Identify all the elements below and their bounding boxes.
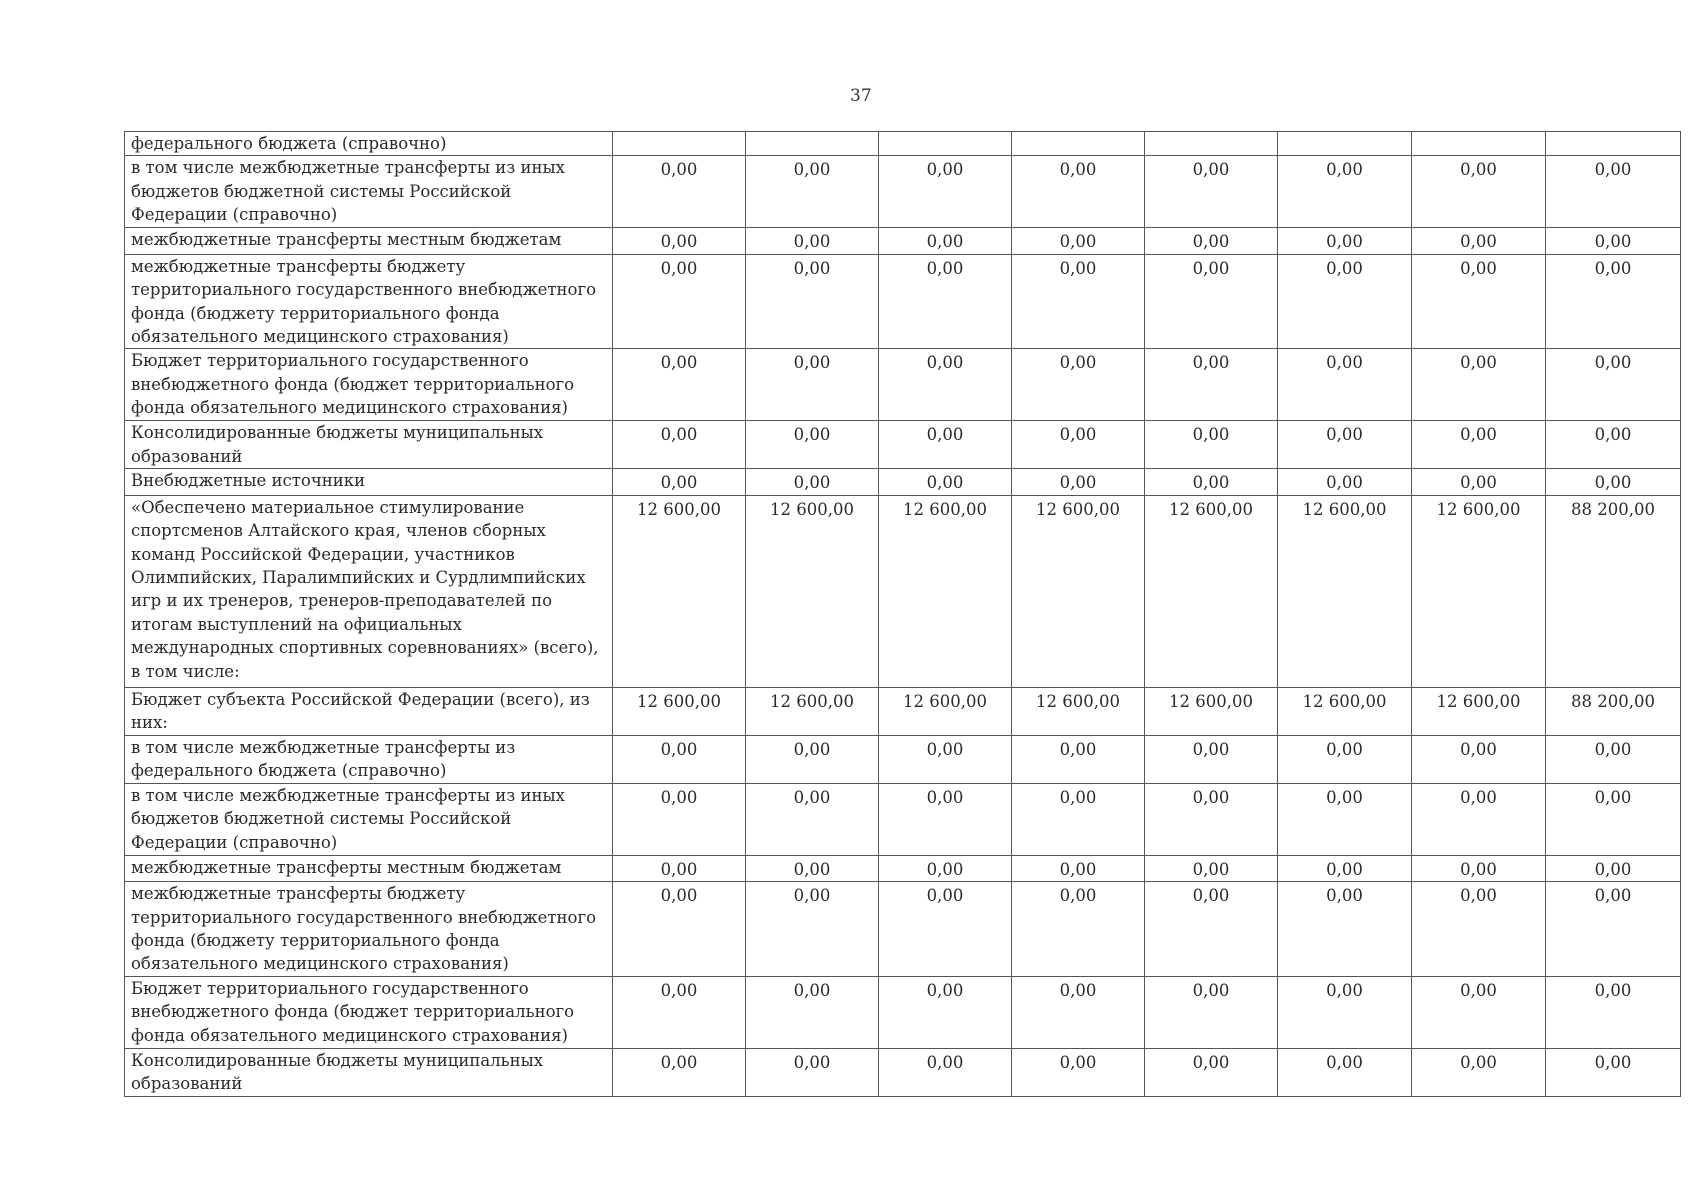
value-cell: 0,00 xyxy=(613,469,746,495)
value-cell: 0,00 xyxy=(746,349,879,421)
value-cell: 12 600,00 xyxy=(879,687,1012,735)
row-label: Бюджет субъекта Российской Федерации (всего), из них: xyxy=(125,687,613,735)
value-cell: 0,00 xyxy=(613,1048,746,1096)
value-cell: 0,00 xyxy=(1278,783,1412,855)
value-cell xyxy=(746,132,879,156)
value-cell: 0,00 xyxy=(1546,421,1681,469)
value-cell: 0,00 xyxy=(1145,228,1278,254)
value-cell: 0,00 xyxy=(1012,156,1145,228)
value-cell: 12 600,00 xyxy=(1412,495,1546,687)
value-cell: 0,00 xyxy=(1546,254,1681,349)
table-row xyxy=(125,882,1681,977)
value-cell: 0,00 xyxy=(746,421,879,469)
value-cell: 0,00 xyxy=(1012,1048,1145,1096)
value-cell: 0,00 xyxy=(746,228,879,254)
value-cell: 0,00 xyxy=(1012,976,1145,1048)
value-cell: 12 600,00 xyxy=(1012,687,1145,735)
table-row xyxy=(125,469,1681,495)
value-cell: 0,00 xyxy=(613,349,746,421)
value-cell: 0,00 xyxy=(879,156,1012,228)
value-cell: 0,00 xyxy=(1145,349,1278,421)
value-cell: 12 600,00 xyxy=(746,687,879,735)
value-cell: 0,00 xyxy=(613,254,746,349)
value-cell: 88 200,00 xyxy=(1546,495,1681,687)
value-cell: 0,00 xyxy=(879,1048,1012,1096)
row-label: Внебюджетные источники xyxy=(125,469,613,495)
value-cell: 0,00 xyxy=(1145,156,1278,228)
value-cell: 0,00 xyxy=(746,156,879,228)
value-cell: 0,00 xyxy=(1412,882,1546,977)
value-cell: 0,00 xyxy=(1412,469,1546,495)
value-cell: 0,00 xyxy=(1012,882,1145,977)
value-cell: 0,00 xyxy=(1145,421,1278,469)
value-cell: 0,00 xyxy=(1546,1048,1681,1096)
value-cell: 0,00 xyxy=(746,882,879,977)
value-cell: 0,00 xyxy=(1012,855,1145,881)
value-cell: 12 600,00 xyxy=(1278,687,1412,735)
value-cell: 0,00 xyxy=(1412,421,1546,469)
table-row xyxy=(125,783,1681,855)
value-cell: 0,00 xyxy=(613,421,746,469)
value-cell: 0,00 xyxy=(1145,1048,1278,1096)
table-row xyxy=(125,421,1681,469)
value-cell: 0,00 xyxy=(613,228,746,254)
value-cell: 0,00 xyxy=(1546,783,1681,855)
value-cell: 0,00 xyxy=(1278,976,1412,1048)
row-label: Консолидированные бюджеты муниципальных образований xyxy=(125,421,613,469)
value-cell: 0,00 xyxy=(1412,349,1546,421)
value-cell: 0,00 xyxy=(1546,976,1681,1048)
value-cell: 0,00 xyxy=(1546,349,1681,421)
value-cell xyxy=(1012,132,1145,156)
value-cell: 0,00 xyxy=(746,254,879,349)
value-cell: 0,00 xyxy=(1145,855,1278,881)
row-label: в том числе межбюджетные трансферты из федерального бюджета (справочно) xyxy=(125,735,613,783)
value-cell: 0,00 xyxy=(1012,349,1145,421)
value-cell: 0,00 xyxy=(1278,735,1412,783)
value-cell: 0,00 xyxy=(1145,254,1278,349)
row-label: Бюджет территориального государственного внебюджетного фонда (бюджет территориального фонда обязательного медицинского страхования) xyxy=(125,976,613,1048)
value-cell: 0,00 xyxy=(879,469,1012,495)
row-label: межбюджетные трансферты местным бюджетам xyxy=(125,228,613,254)
value-cell: 0,00 xyxy=(879,882,1012,977)
value-cell: 0,00 xyxy=(1278,469,1412,495)
value-cell: 0,00 xyxy=(1012,228,1145,254)
value-cell: 12 600,00 xyxy=(1278,495,1412,687)
value-cell: 0,00 xyxy=(613,855,746,881)
value-cell: 0,00 xyxy=(613,976,746,1048)
value-cell: 0,00 xyxy=(1278,882,1412,977)
value-cell: 0,00 xyxy=(1012,421,1145,469)
value-cell: 0,00 xyxy=(1546,855,1681,881)
value-cell: 0,00 xyxy=(1278,855,1412,881)
value-cell: 0,00 xyxy=(1546,228,1681,254)
table-row xyxy=(125,254,1681,349)
table-body xyxy=(125,132,1681,1097)
value-cell xyxy=(613,132,746,156)
value-cell: 0,00 xyxy=(1546,156,1681,228)
value-cell: 0,00 xyxy=(1546,882,1681,977)
value-cell: 0,00 xyxy=(1412,156,1546,228)
value-cell: 0,00 xyxy=(746,783,879,855)
value-cell: 12 600,00 xyxy=(1412,687,1546,735)
value-cell: 12 600,00 xyxy=(879,495,1012,687)
value-cell: 0,00 xyxy=(746,855,879,881)
value-cell: 12 600,00 xyxy=(613,687,746,735)
value-cell: 12 600,00 xyxy=(1145,495,1278,687)
value-cell: 0,00 xyxy=(879,421,1012,469)
value-cell: 0,00 xyxy=(1412,254,1546,349)
row-label: межбюджетные трансферты бюджету территориального государственного внебюджетного фонда (бюджету территориального фонда обязательного медицинского страхования) xyxy=(125,882,613,977)
value-cell: 0,00 xyxy=(1145,882,1278,977)
value-cell: 0,00 xyxy=(1145,469,1278,495)
value-cell: 0,00 xyxy=(1145,783,1278,855)
row-label: Бюджет территориального государственного внебюджетного фонда (бюджет территориального фонда обязательного медицинского страхования) xyxy=(125,349,613,421)
value-cell: 0,00 xyxy=(613,156,746,228)
table-row xyxy=(125,976,1681,1048)
value-cell: 12 600,00 xyxy=(1012,495,1145,687)
value-cell: 0,00 xyxy=(746,735,879,783)
value-cell: 0,00 xyxy=(613,882,746,977)
value-cell xyxy=(879,132,1012,156)
value-cell: 0,00 xyxy=(879,228,1012,254)
value-cell: 0,00 xyxy=(1412,1048,1546,1096)
value-cell: 88 200,00 xyxy=(1546,687,1681,735)
value-cell: 0,00 xyxy=(1278,1048,1412,1096)
value-cell: 0,00 xyxy=(1412,228,1546,254)
value-cell: 0,00 xyxy=(613,783,746,855)
table-row xyxy=(125,855,1681,881)
value-cell xyxy=(1278,132,1412,156)
table-row xyxy=(125,132,1681,156)
value-cell: 0,00 xyxy=(746,976,879,1048)
row-label: федерального бюджета (справочно) xyxy=(125,132,613,156)
table-row xyxy=(125,156,1681,228)
value-cell: 0,00 xyxy=(1012,254,1145,349)
value-cell: 0,00 xyxy=(746,1048,879,1096)
value-cell: 0,00 xyxy=(879,976,1012,1048)
value-cell: 12 600,00 xyxy=(613,495,746,687)
value-cell: 0,00 xyxy=(1145,735,1278,783)
value-cell: 0,00 xyxy=(613,735,746,783)
table-row xyxy=(125,1048,1681,1096)
value-cell: 0,00 xyxy=(1546,469,1681,495)
value-cell: 0,00 xyxy=(1412,855,1546,881)
value-cell: 0,00 xyxy=(1145,976,1278,1048)
value-cell: 0,00 xyxy=(1278,254,1412,349)
value-cell: 0,00 xyxy=(1278,421,1412,469)
value-cell: 0,00 xyxy=(879,855,1012,881)
value-cell: 0,00 xyxy=(1278,228,1412,254)
value-cell: 0,00 xyxy=(746,469,879,495)
table-row xyxy=(125,687,1681,735)
value-cell xyxy=(1145,132,1278,156)
budget-table xyxy=(124,131,1681,1097)
value-cell: 0,00 xyxy=(1412,783,1546,855)
value-cell: 0,00 xyxy=(1012,735,1145,783)
row-label: в том числе межбюджетные трансферты из иных бюджетов бюджетной системы Российской Федерации (справочно) xyxy=(125,783,613,855)
value-cell: 0,00 xyxy=(879,783,1012,855)
table-row xyxy=(125,228,1681,254)
value-cell xyxy=(1546,132,1681,156)
value-cell: 0,00 xyxy=(1546,735,1681,783)
value-cell: 0,00 xyxy=(1012,783,1145,855)
value-cell: 0,00 xyxy=(1278,156,1412,228)
row-label: в том числе межбюджетные трансферты из иных бюджетов бюджетной системы Российской Федерации (справочно) xyxy=(125,156,613,228)
row-label: «Обеспечено материальное стимулирование спортсменов Алтайского края, членов сборных команд Российской Федерации, участников Олимпийских, Паралимпийских и Сурдлимпийских игр и их тренеров, тренеров-преподавателей по итогам выступлений на официальных международных спортивных соревнованиях» (всего), в том числе: xyxy=(125,495,613,687)
value-cell: 12 600,00 xyxy=(1145,687,1278,735)
value-cell: 0,00 xyxy=(1412,976,1546,1048)
page-number: 37 xyxy=(850,86,872,106)
value-cell: 0,00 xyxy=(879,349,1012,421)
table-row xyxy=(125,349,1681,421)
value-cell: 0,00 xyxy=(1412,735,1546,783)
value-cell: 0,00 xyxy=(879,254,1012,349)
value-cell xyxy=(1412,132,1546,156)
table-row xyxy=(125,735,1681,783)
value-cell: 0,00 xyxy=(879,735,1012,783)
value-cell: 12 600,00 xyxy=(746,495,879,687)
value-cell: 0,00 xyxy=(1278,349,1412,421)
value-cell: 0,00 xyxy=(1012,469,1145,495)
table-row xyxy=(125,495,1681,687)
row-label: межбюджетные трансферты местным бюджетам xyxy=(125,855,613,881)
row-label: межбюджетные трансферты бюджету территориального государственного внебюджетного фонда (бюджету территориального фонда обязательного медицинского страхования) xyxy=(125,254,613,349)
row-label: Консолидированные бюджеты муниципальных образований xyxy=(125,1048,613,1096)
